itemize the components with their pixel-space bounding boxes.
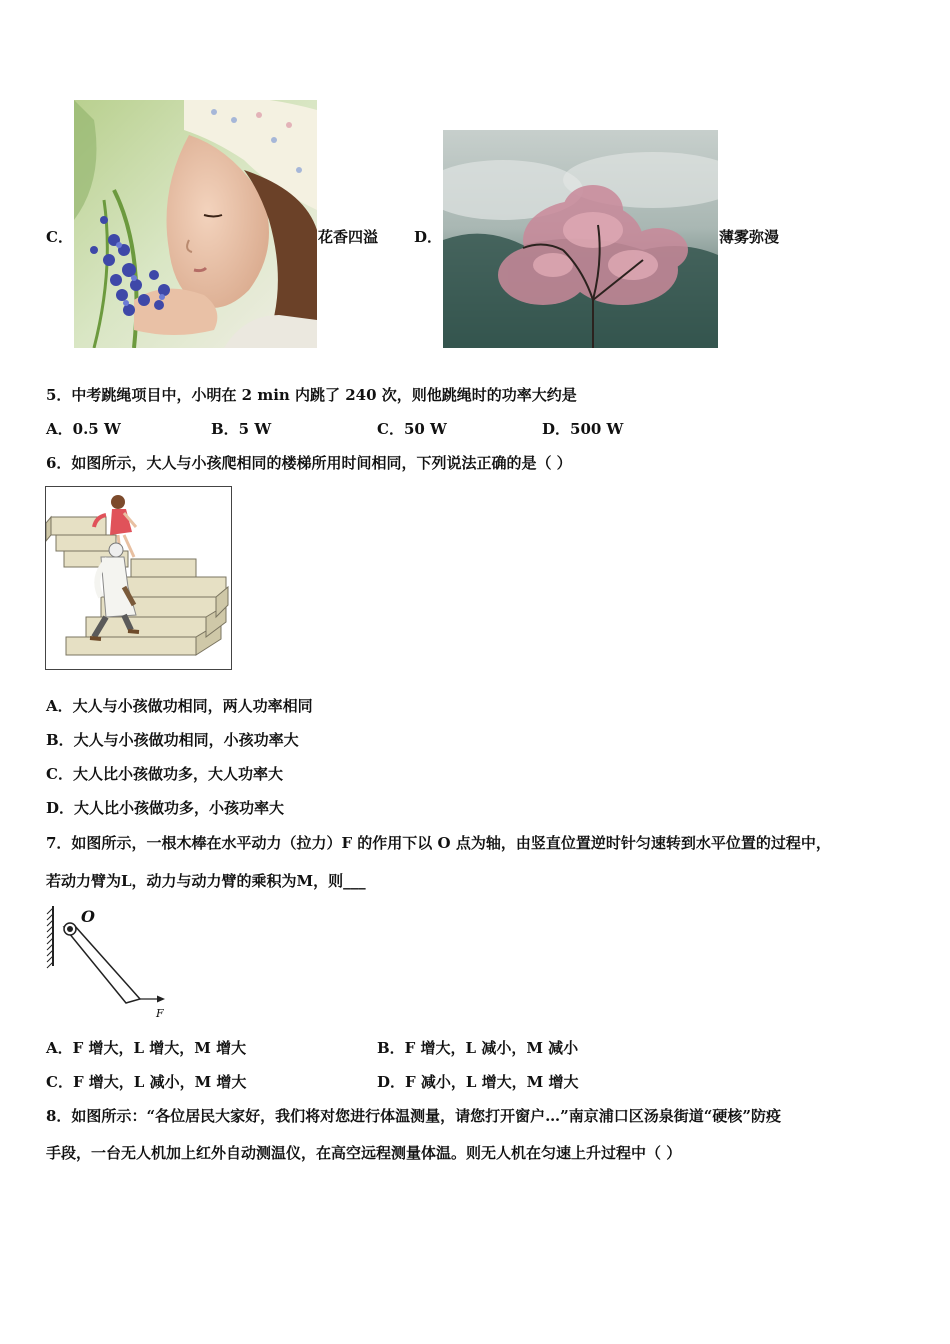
- option-c-letter: C．: [46, 228, 73, 246]
- q6-option-c: C．大人比小孩做功多，大人功率大: [46, 765, 283, 783]
- question-5-stem: 5．中考跳绳项目中，小明在 2 min 内跳了 240 次，则他跳绳时的功率大约是: [46, 386, 577, 404]
- q6-option-b: B．大人与小孩做功相同，小孩功率大: [46, 731, 299, 749]
- q7-option-b: B．F 增大，L 减小，M 减小: [377, 1039, 579, 1057]
- question-6-stem: 6．如图所示，大人与小孩爬相同的楼梯所用时间相同，下列说法正确的是（ ）: [46, 454, 572, 472]
- question-8-stem-line1: 8．如图所示：“各位居民大家好，我们将对您进行体温测量，请您打开窗户…”南京浦口区汤泉街道“硬核”防疫: [46, 1107, 781, 1125]
- q6-option-d: D．大人比小孩做功多，小孩功率大: [46, 799, 285, 817]
- q5-option-d: D．500 W: [542, 420, 624, 438]
- q5-option-c: C．50 W: [377, 420, 447, 438]
- question-8-stem-line2: 手段，一台无人机加上红外自动测温仪，在高空远程测量体温。则无人机在匀速上升过程中（ ）: [46, 1144, 682, 1162]
- misty-blossom-tree-photo: [443, 130, 718, 348]
- q5-option-a: A．0.5 W: [46, 420, 121, 438]
- option-d-letter: D．: [414, 228, 443, 246]
- lever-rod-figure: [44, 903, 174, 1028]
- stairs-climbing-figure: [45, 486, 232, 670]
- option-d-caption: 薄雾弥漫: [719, 228, 780, 246]
- option-c-caption: 花香四溢: [318, 228, 379, 246]
- pivot-label-o: O: [81, 907, 95, 926]
- q5-option-b: B．5 W: [211, 420, 272, 438]
- question-7-stem-line2: 若动力臂为L，动力与动力臂的乘积为M，则___: [46, 872, 366, 890]
- girl-smelling-flowers-photo: [74, 100, 317, 348]
- force-label-f: F: [156, 1007, 164, 1020]
- q7-option-c: C．F 增大，L 减小，M 增大: [46, 1073, 247, 1091]
- question-7-stem-line1: 7．如图所示，一根木棒在水平动力（拉力）F 的作用下以 O 点为轴，由竖直位置逆时针匀速转到水平位置的过程中，: [46, 834, 831, 852]
- q7-option-d: D．F 减小，L 增大，M 增大: [377, 1073, 579, 1091]
- q6-option-a: A．大人与小孩做功相同，两人功率相同: [46, 697, 313, 715]
- q7-option-a: A．F 增大，L 增大，M 增大: [46, 1039, 247, 1057]
